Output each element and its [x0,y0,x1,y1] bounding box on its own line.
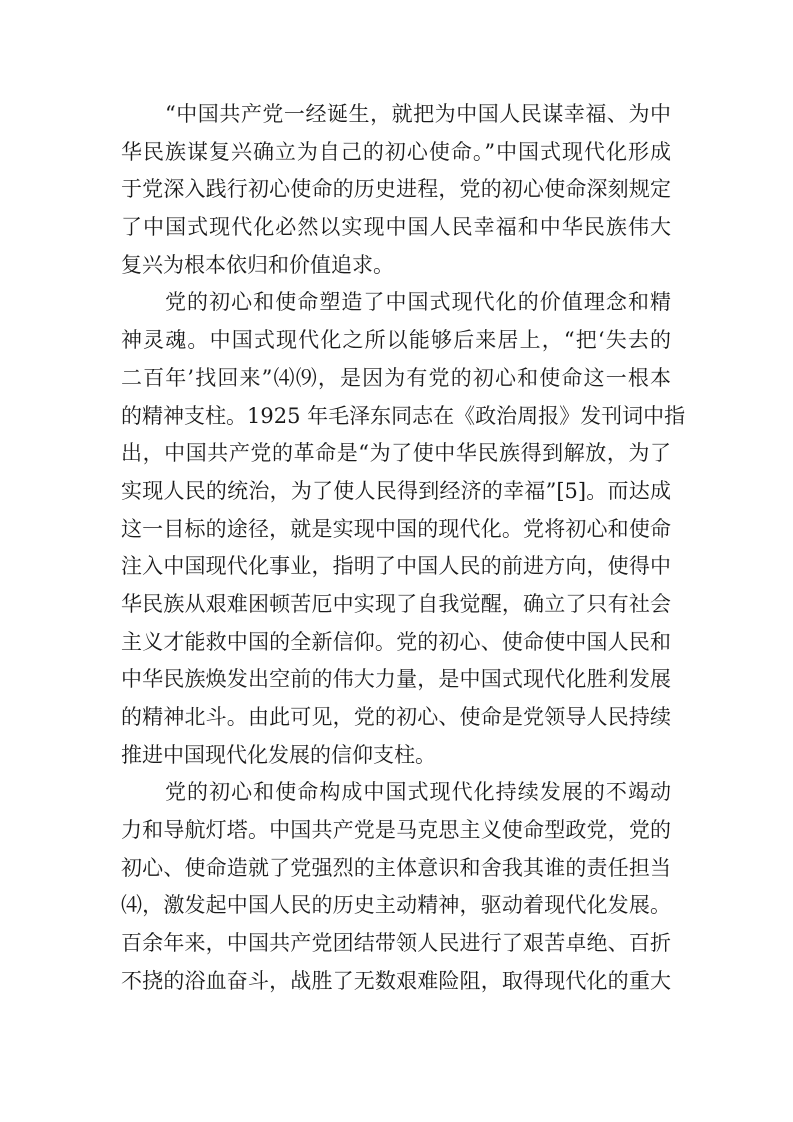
text-line: 的精神支柱。1925 年毛泽东同志在《政治周报》发刊词中指 [121,403,686,428]
text-line: 神灵魂。中国式现代化之所以能够后来居上，“把‘失去的 [121,328,671,353]
text-line: 中华民族焕发出空前的伟大力量，是中国式现代化胜利发展 [121,667,671,692]
paragraph [121,774,671,1000]
text-line: 实现人民的统治，为了使人民得到经济的幸福”[5]。而达成 [121,478,671,503]
text-line: 力和导航灯塔。中国共产党是马克思主义使命型政党，党的 [121,818,671,843]
text-line: 于党深入践行初心使命的历史进程，党的初心使命深刻规定 [121,177,671,202]
document-page [121,96,686,1001]
text-line: 不挠的浴血奋斗，战胜了无数艰难险阻，取得现代化的重大 [121,968,671,993]
text-line: 华民族谋复兴确立为自己的初心使命。”中国式现代化形成 [121,139,671,164]
paragraph [121,284,686,774]
text-line: 了中国式现代化必然以实现中国人民幸福和中华民族伟大 [121,215,671,240]
paragraph [121,96,671,284]
text-line: 复兴为根本依归和价值追求。 [121,252,394,277]
text-line: 出，中国共产党的革命是“为了使中华民族得到解放，为了 [121,441,671,466]
text-line: 党的初心和使命塑造了中国式现代化的价值理念和精 [165,290,671,315]
text-line: ⑷，激发起中国人民的历史主动精神，驱动着现代化发展。 [121,893,671,918]
text-line: “中国共产党一经诞生，就把为中国人民谋幸福、为中 [165,102,671,126]
text-line: 的精神北斗。由此可见，党的初心、使命是党领导人民持续 [121,705,671,729]
text-line: 二百年’找回来”⑷⑼，是因为有党的初心和使命这一根本 [121,365,671,390]
text-line: 注入中国现代化事业，指明了中国人民的前进方向，使得中 [121,554,671,579]
text-line: 推进中国现代化发展的信仰支柱。 [121,742,436,767]
text-line: 华民族从艰难困顿苦厄中实现了自我觉醒，确立了只有社会 [121,591,671,616]
text-line: 百余年来，中国共产党团结带领人民进行了艰苦卓绝、百折 [121,931,671,956]
text-line: 主义才能救中国的全新信仰。党的初心、使命使中国人民和 [121,629,671,654]
text-line: 党的初心和使命构成中国式现代化持续发展的不竭动 [165,780,671,805]
text-line: 初心、使命造就了党强烈的主体意识和舍我其谁的责任担当 [121,855,671,880]
text-line: 这一目标的途径，就是实现中国的现代化。党将初心和使命 [121,516,671,541]
